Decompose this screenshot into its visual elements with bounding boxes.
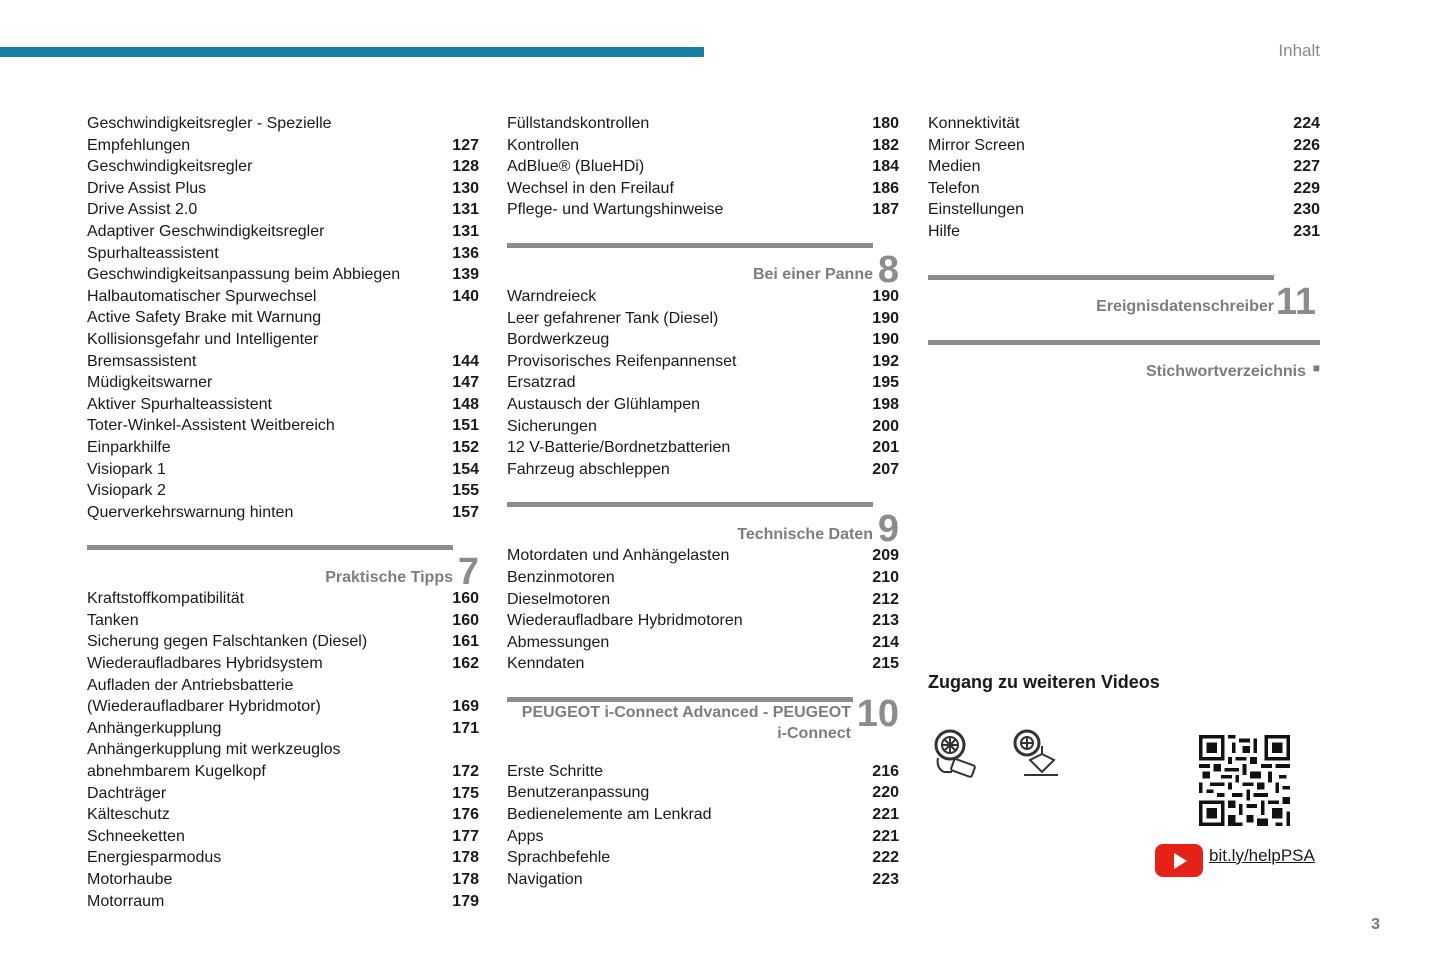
toc-entry-page: 154 [452, 460, 479, 478]
toc-entry[interactable] [87, 459, 479, 481]
videos-title: Zugang zu weiteren Videos [928, 672, 1160, 692]
toc-entry[interactable] [507, 826, 899, 848]
toc-entry-label: Abmessungen [507, 633, 610, 651]
toc-entry-page: 212 [872, 590, 899, 608]
section-index [928, 340, 1320, 383]
toc-entry-page: 127 [452, 136, 479, 154]
toc-entry[interactable] [87, 243, 479, 265]
toc-entry-page: 139 [452, 266, 479, 284]
toc-list [928, 113, 1320, 243]
toc-entry-label: Spurhalteassistent [87, 244, 219, 262]
toc-entry-page: 176 [452, 806, 479, 824]
toc-entry-page: 190 [872, 287, 899, 305]
section-8-number: 8 [877, 248, 899, 291]
toc-entry-label: Geschwindigkeitsregler [87, 158, 253, 176]
toc-entry-label: Active Safety Brake mit Warnung Kollisionsgefahr und Intelligenter Bremsassistent [87, 309, 322, 370]
toc-entry-page: 172 [452, 763, 479, 781]
section-11-title: Ereignisdatenschreiber [1096, 297, 1274, 315]
toc-entry-page: 152 [452, 438, 479, 456]
toc-entry-label: Füllstandskontrollen [507, 115, 650, 132]
qr-code-icon[interactable] [1199, 735, 1290, 826]
toc-entry[interactable] [507, 610, 899, 632]
toc-entry-label: Sprachbefehle [507, 849, 611, 867]
toc-entry[interactable] [507, 178, 899, 200]
toc-entry-page: 222 [872, 849, 899, 867]
toc-entry[interactable] [507, 567, 899, 589]
toc-entry-page: 182 [872, 136, 899, 154]
section-9-number: 9 [877, 508, 899, 551]
toc-entry[interactable] [928, 135, 1320, 157]
toc-entry[interactable] [507, 286, 899, 308]
toc-entry-page: 151 [452, 417, 479, 435]
toc-entry-label: Halbautomatischer Spurwechsel [87, 287, 317, 305]
toc-entry-page: 180 [872, 115, 899, 132]
toc-entry-page: 144 [452, 352, 479, 370]
toc-entry-label: Benutzeranpassung [507, 784, 650, 802]
toc-entry[interactable] [507, 847, 899, 869]
toc-entry-label: 12 V-Batterie/Bordnetzbatterien [507, 439, 731, 457]
toc-column-1 [87, 113, 479, 912]
toc-entry-page: 226 [1293, 136, 1320, 154]
toc-entry[interactable] [928, 178, 1320, 200]
toc-entry[interactable] [87, 199, 479, 221]
youtube-icon[interactable] [1155, 844, 1203, 877]
toc-entry-label: Geschwindigkeitsanpassung beim Abbiegen [87, 266, 401, 284]
toc-entry-page: 169 [452, 698, 479, 716]
toc-entry[interactable] [87, 221, 479, 243]
toc-list [507, 286, 899, 480]
toc-entry[interactable] [507, 545, 899, 567]
toc-entry-label: Wiederaufladbare Hybridmotoren [507, 612, 743, 630]
toc-entry-page: 178 [452, 849, 479, 867]
toc-entry-label: Motorraum [87, 892, 165, 910]
toc-entry[interactable] [87, 739, 479, 782]
toc-column-3 [928, 113, 1320, 383]
section-10 [507, 692, 899, 891]
section-10-number: 10 [856, 692, 899, 735]
tyre-repair-kit-icon [930, 728, 980, 780]
toc-entry-label: AdBlue® (BlueHDi) [507, 158, 645, 176]
toc-entry-page: 221 [872, 827, 899, 845]
toc-entry[interactable] [87, 847, 479, 869]
section-11 [928, 275, 1320, 323]
toc-list [507, 761, 899, 891]
toc-entry-label: Visiopark 1 [87, 460, 166, 478]
index-marker: ■ [1312, 360, 1320, 375]
toc-entry-page: 160 [452, 611, 479, 629]
toc-entry-label: Anhängerkupplung mit werkzeuglos abnehmbarem Kugelkopf [87, 741, 341, 781]
toc-entry-label: Dachträger [87, 784, 167, 802]
toc-entry[interactable] [87, 113, 479, 156]
toc-entry-label: Geschwindigkeitsregler - Spezielle Empfehlungen [87, 115, 332, 154]
toc-entry[interactable] [87, 891, 479, 913]
toc-entry[interactable] [507, 459, 899, 481]
toc-entry-page: 136 [452, 244, 479, 262]
toc-entry[interactable] [87, 502, 479, 524]
toc-entry-label: Telefon [928, 179, 980, 197]
page-header-title: Inhalt [1278, 41, 1320, 60]
toc-entry-label: Schneeketten [87, 827, 185, 845]
toc-entry[interactable] [928, 199, 1320, 221]
section-10-header [507, 692, 899, 761]
section-rule [928, 275, 1274, 280]
toc-entry-page: 177 [452, 827, 479, 845]
toc-entry-page: 161 [452, 633, 479, 651]
toc-entry-page: 190 [872, 331, 899, 349]
toc-entry[interactable] [87, 178, 479, 200]
toc-entry-label: Drive Assist Plus [87, 179, 207, 197]
toc-entry-label: Aufladen der Antriebsbatterie (Wiederaufladbarer Hybridmotor) [87, 676, 321, 716]
toc-entry[interactable] [507, 199, 899, 221]
toc-entry[interactable] [507, 653, 899, 675]
toc-entry[interactable] [507, 394, 899, 416]
toc-entry[interactable] [87, 394, 479, 416]
toc-entry-label: Apps [507, 827, 544, 845]
toc-entry-page: 148 [452, 395, 479, 413]
toc-entry-page: 214 [872, 633, 899, 651]
toc-list [507, 113, 899, 221]
toc-entry-page: 224 [1293, 115, 1320, 132]
toc-entry[interactable] [928, 113, 1320, 135]
toc-entry-page: 195 [872, 374, 899, 392]
toc-entry[interactable] [507, 156, 899, 178]
section-7-header [87, 545, 479, 594]
toc-entry-page: 230 [1293, 201, 1320, 219]
section-7-number: 7 [457, 551, 479, 594]
toc-entry-label: Energiesparmodus [87, 849, 222, 867]
toc-entry-label: Sicherungen [507, 417, 597, 435]
toc-entry-label: Kraftstoffkompatibilität [87, 590, 245, 608]
toc-entry-page: 223 [872, 870, 899, 888]
section-7 [87, 545, 479, 912]
toc-entry-label: Konnektivität [928, 115, 1020, 132]
toc-entry-page: 184 [872, 158, 899, 176]
section-9-title: Technische Daten [737, 525, 873, 543]
toc-entry[interactable] [87, 264, 479, 286]
spare-wheel-jack-icon [1010, 728, 1062, 780]
toc-entry[interactable] [87, 437, 479, 459]
section-8 [507, 243, 899, 480]
toc-entry[interactable] [507, 782, 899, 804]
toc-entry-label: Tanken [87, 611, 139, 629]
toc-entry-page: 207 [872, 460, 899, 478]
section-11-number: 11 [1275, 280, 1316, 323]
toc-entry[interactable] [507, 437, 899, 459]
toc-entry[interactable] [87, 675, 479, 718]
header-accent-bar [0, 47, 704, 57]
toc-entry[interactable] [507, 372, 899, 394]
toc-entry[interactable] [87, 631, 479, 653]
toc-entry[interactable] [87, 783, 479, 805]
toc-entry-page: 192 [872, 352, 899, 370]
toc-entry-page: 231 [1293, 222, 1320, 240]
toc-entry-page: 186 [872, 179, 899, 197]
toc-entry-page: 179 [452, 892, 479, 910]
section-8-header [507, 243, 899, 291]
toc-entry-label: Erste Schritte [507, 762, 604, 780]
toc-entry-label: Bordwerkzeug [507, 331, 610, 349]
toc-entry[interactable] [507, 135, 899, 157]
toc-entry-label: Navigation [507, 870, 583, 888]
toc-entry-label: Kälteschutz [87, 806, 170, 824]
toc-entry[interactable] [87, 718, 479, 740]
toc-entry-label: Kenndaten [507, 655, 585, 673]
index-title: Stichwortverzeichnis [1145, 362, 1306, 380]
toc-entry-page: 178 [452, 871, 479, 888]
toc-list [87, 113, 479, 523]
toc-entry[interactable] [87, 372, 479, 394]
toc-entry-label: Benzinmotoren [507, 568, 615, 586]
toc-list [87, 588, 479, 912]
toc-entry-page: 187 [872, 201, 899, 219]
toc-entry-page: 130 [452, 179, 479, 197]
toc-entry-page: 175 [452, 784, 479, 802]
toc-entry-page: 210 [872, 568, 899, 586]
toc-entry-label: Drive Assist 2.0 [87, 201, 198, 219]
toc-entry[interactable] [87, 869, 479, 891]
toc-entry-page: 131 [452, 201, 479, 219]
section-8-title: Bei einer Panne [752, 266, 873, 284]
toc-entry-label: Mirror Screen [928, 136, 1025, 154]
toc-entry-label: Adaptiver Geschwindigkeitsregler [87, 222, 325, 240]
toc-entry[interactable] [507, 113, 899, 135]
toc-entry-page: 209 [872, 547, 899, 565]
toc-entry-label: Querverkehrswarnung hinten [87, 503, 294, 521]
toc-entry-page: 131 [452, 222, 479, 240]
section-11-header [928, 275, 1320, 323]
toc-entry[interactable] [87, 588, 479, 610]
section-rule [507, 243, 873, 248]
toc-entry[interactable] [507, 632, 899, 654]
toc-entry-page: 227 [1293, 158, 1320, 176]
toc-entry-label: Provisorisches Reifenpannenset [507, 352, 737, 370]
toc-entry-label: Dieselmotoren [507, 590, 611, 608]
toc-entry[interactable] [928, 221, 1320, 243]
toc-entry[interactable] [87, 826, 479, 848]
toc-list [507, 545, 899, 675]
toc-entry[interactable] [507, 351, 899, 373]
toc-entry-page: 147 [452, 374, 479, 392]
toc-entry-page: 220 [872, 784, 899, 802]
toc-entry-page: 157 [452, 503, 479, 521]
toc-entry[interactable] [87, 307, 479, 372]
help-link[interactable]: bit.ly/helpPSA [1209, 846, 1315, 865]
toc-entry[interactable] [507, 329, 899, 351]
toc-entry-page: 213 [872, 612, 899, 630]
toc-entry-label: Aktiver Spurhalteassistent [87, 395, 272, 413]
section-rule [928, 340, 1320, 345]
toc-entry-page: 155 [452, 482, 479, 500]
toc-entry[interactable] [87, 286, 479, 308]
toc-entry[interactable] [928, 156, 1320, 178]
toc-entry[interactable] [507, 416, 899, 438]
toc-entry-label: Wiederaufladbares Hybridsystem [87, 655, 323, 673]
toc-entry-label: Medien [928, 158, 981, 176]
toc-entry-page: 190 [872, 309, 899, 327]
toc-entry[interactable] [87, 653, 479, 675]
toc-entry-label: Fahrzeug abschleppen [507, 460, 670, 478]
toc-entry[interactable] [507, 308, 899, 330]
toc-entry-label: Einstellungen [928, 201, 1025, 219]
toc-entry-page: 216 [872, 762, 899, 780]
toc-entry[interactable] [507, 761, 899, 783]
toc-entry[interactable] [507, 869, 899, 891]
toc-entry-page: 229 [1293, 179, 1320, 197]
toc-entry-label: Pflege- und Wartungshinweise [507, 201, 724, 219]
section-9 [507, 502, 899, 675]
toc-entry-label: Visiopark 2 [87, 482, 166, 500]
section-index-header [928, 340, 1320, 383]
toc-entry-page: 160 [452, 590, 479, 608]
page-number: 3 [1371, 916, 1380, 933]
toc-entry[interactable] [87, 804, 479, 826]
toc-entry-label: Anhängerkupplung [87, 719, 222, 737]
section-10-title: PEUGEOT i-Connect Advanced - PEUGEOT i-Connect [521, 703, 851, 743]
toc-entry-page: 221 [872, 806, 899, 824]
toc-entry-page: 140 [452, 287, 479, 305]
toc-entry-label: Warndreieck [507, 287, 597, 305]
toc-entry-label: Motordaten und Anhängelasten [507, 547, 730, 565]
toc-entry-label: Leer gefahrener Tank (Diesel) [507, 309, 719, 327]
toc-entry[interactable] [87, 610, 479, 632]
toc-entry-label: Hilfe [928, 222, 961, 240]
toc-entry-label: Kontrollen [507, 136, 580, 154]
toc-entry-label: Austausch der Glühlampen [507, 395, 700, 413]
toc-entry-label: Bedienelemente am Lenkrad [507, 806, 712, 824]
section-9-header [507, 502, 899, 551]
section-rule [87, 545, 453, 550]
toc-entry-label: Sicherung gegen Falschtanken (Diesel) [87, 633, 368, 651]
toc-entry-page: 162 [452, 655, 479, 673]
toc-entry[interactable] [87, 480, 479, 502]
toc-entry-label: Toter-Winkel-Assistent Weitbereich [87, 417, 335, 435]
toc-entry-label: Einparkhilfe [87, 438, 171, 456]
toc-entry-page: 201 [872, 439, 899, 457]
toc-column-2 [507, 113, 899, 890]
toc-entry-label: Müdigkeitswarner [87, 374, 213, 392]
toc-entry[interactable] [87, 415, 479, 437]
section-rule [507, 502, 873, 507]
toc-entry-label: Motorhaube [87, 871, 173, 888]
toc-entry[interactable] [507, 804, 899, 826]
toc-entry-label: Wechsel in den Freilauf [507, 179, 674, 197]
toc-entry-page: 128 [452, 158, 479, 176]
section-7-title: Praktische Tipps [325, 568, 453, 586]
toc-entry[interactable] [507, 589, 899, 611]
toc-entry-page: 171 [452, 719, 479, 737]
toc-entry-page: 215 [872, 655, 899, 673]
toc-entry-label: Ersatzrad [507, 374, 576, 392]
toc-entry-page: 200 [872, 417, 899, 435]
toc-entry[interactable] [87, 156, 479, 178]
toc-entry-page: 198 [872, 395, 899, 413]
